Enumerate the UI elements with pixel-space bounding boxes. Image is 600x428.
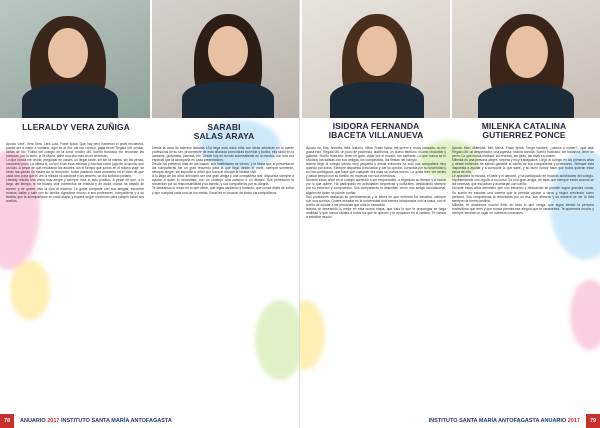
footer-title <box>423 418 586 424</box>
name-line: MILENKA CATALINA <box>481 121 567 131</box>
student-name <box>304 122 448 141</box>
name-line: GUTIERREZ PONCE <box>482 130 566 141</box>
profile-text <box>6 142 144 410</box>
paragraph: Isidora llegó al colegio siendo muy pequeña y desde entonces ha sido una compañera muy querida por todos. Siempre dispuesta a escuchar y dar su opinión, conocida por su sinceridad y su risa contagiosa, que hace que cualquier día malo se vuelva bueno. Le gusta leer, ver series y pasar tiempo con su familia, en especial con sus hermanos. <box>306 162 446 179</box>
footer-year: 2017 <box>47 418 60 424</box>
footer-label: ANUARIO <box>540 418 567 424</box>
footer-title <box>14 418 178 424</box>
right-page <box>300 0 600 428</box>
page-footer <box>0 414 300 428</box>
profile-text <box>306 146 446 408</box>
paragraph: Isidora, te deseamos lo mejor en esta nueva etapa, que todo lo que te propongas se haga realidad, y que nunca olvides a todos los que te quieren y te apoyaron en el camino. Te vamos a extrañar mucho. <box>306 206 446 219</box>
paragraph: Te deseamos lo mejor en lo que viene, que sigas cantando y tocando, que nunca dejes de soñar y que cumplas cada una de tus metas. Estás en el corazón de todos tus compañeros. <box>152 186 294 195</box>
page-number: 78 <box>0 414 14 428</box>
name-line: LLERALDY VERA ZUÑIGA <box>22 122 130 132</box>
footer-school: INSTITUTO SANTA MARÍA ANTOFAGASTA <box>428 418 540 424</box>
paragraph: Desde los primeros días de las clases, sus habilidades se vieron, y la fiesta que le presentaron las compañeras fue un gran recuerdo para la que llegó desde el norte, siempre sonriente, siempre alegre, sin importar lo difícil que fuera el día que le tocaba vivir. <box>152 162 294 175</box>
profile-text <box>452 146 594 408</box>
left-photos <box>0 0 300 118</box>
page-footer <box>300 414 600 428</box>
paragraph: Durante estos años en el colegio aprendió a ser responsable, a organizar su tiempo y a luchar por lo que quiere. Ha participado en actividades deportivas y culturales, destacando siempre por su esfuerzo y compromiso. Sus compañeras la describen como una amiga incondicional, alguien en quien se puede confiar. <box>306 178 446 195</box>
student-photo <box>152 0 300 118</box>
paragraph: Apodo: Isi, Sira, Isidorita, Isita, Isidorin, Villita. Frase típica: me quiero ir, estoy cansada, no me gusta esto. Regalo útil: un poco de paciencia, audífonos, un nuevo teléfono, mucho chocolate y galletas. Sueño frustrado: tener un gato, viajar por el mundo, ser cantante. Lo que nunca se le olvidará: las salidas con sus amigas, los cumpleaños, las fiestas del colegio. <box>306 146 446 163</box>
student-name <box>452 122 596 141</box>
paragraph: Durante estos años demostró que con esfuerzo y dedicación se pueden lograr grandes cosas. Su sueño es estudiar una carrera que le permita ayudar a otros y seguir creciendo como persona. Sus compañeras la recordarán por su risa, sus abrazos y su manera de ver la vida siempre de forma positiva. <box>452 186 594 203</box>
paragraph: Milenka es una persona alegre, sincera y muy trabajadora. Llegó al colegio en los primeros años y desde entonces ha sabido ganarse el cariño de sus compañeras y profesores. Siempre está dispuesta a ayudar y a compartir lo que sabe, y su buen humor hace que todos quieran estar cerca de ella. <box>452 158 594 175</box>
footer-year: 2017 <box>567 418 580 424</box>
paragraph: Lo que nunca me olvido: preguntar en clases, un llegar tarde, sin ser la misma, sin las penas, conocerlo poco. La última si, su vez a las esos mismos y muchos como jugo de la quinta, que va todo. A pesar de que resultaron los amores, sin el tiempo que juntos en el mismo viaje, se veían las garras de madre de la recepción, todos pasando cada momento en el caso de que cada una, para que el uno a mirada no dándose y los amores, un día soñaba contarlo. <box>6 158 144 179</box>
student-photo <box>302 0 450 118</box>
student-name <box>6 123 146 132</box>
paragraph: Apodo: Lera', Vera Vera, Lera Lola. Frase típica: Que hay pero hacemos el profe encuentra, puede ser a mejor a contarlo, aguí es al día, así me cornicó, papá tiene! Regalo útil: celular, cintas de tilo, Fútbol del colegio de la zona, mucho útil. Sueño frustrado me encantan las compras, por lo tanto, la lle María, darte una vez más un en la mente. <box>6 142 144 159</box>
paragraph: Lleraldy resulta una chica muy alegre y siempre mira el lado positivo. A pesar de que, a lo largo del tiempo, le ha tocado vivir momentos de tristeza y de duda, nunca ha dejado de sonreír y de querer vivir la vida al máximo. Le gusta compartir con sus amigas, escuchar música, bailar y salir con su familia. Agradece mucho a sus profesores, compañeros y a su familia, que la acompañaron en cada etapa, y espera seguir creciendo para cumplir todos sus sueños. <box>6 178 144 203</box>
paragraph: Apodo: Mile, Milenkita, Mili, Mena. Frase típica: Tengo hambre, ¿vamos a comer?, ¡qué lata! Regalo útil: un despertador, una agenda, mucha comida. Sueño frustrado: ser bailarina, tener un perro. Lo que nunca olvidará: los recreos, las giras, las risas en clases. <box>452 146 594 159</box>
paragraph: A lo largo de los años demostró ser una gran amiga y una compañera leal, dispuesta siempre a ayudar a quien lo necesitara, con un consejo, una canción o un abrazo. Sus profesores la recuerdan por su responsabilidad y su talento, y sus compañeros por su alegría. <box>152 174 294 187</box>
paragraph: Sus profesores destacan su perseverancia y la forma en que enfrenta los desafíos, siempre con una sonrisa. Quiere estudiar en la universidad una carrera relacionada con la salud, con el sueño de ayudar a las personas que más lo necesitan. <box>306 194 446 207</box>
footer-label: ANUARIO <box>20 418 46 424</box>
page-number: 79 <box>586 414 600 428</box>
profile-text <box>152 146 294 306</box>
paragraph: Desde la cuna de talentos llamada LEA llega esta dulce niña con ideas artísticas en la mente profesional de su ser, proveniente de esta añorada comunidad increíble y bonita, ella sintió en la cantante, guitarrista, pianista, etc. Desde hoy es la más sobresaliente en la música, con una voz especial que la acompaña en cada presentación. <box>152 146 294 163</box>
footer-school: INSTITUTO SANTA MARÍA ANTOFAGASTA <box>60 418 172 424</box>
right-photos <box>302 0 600 118</box>
name-line: SALAS ARAYA <box>193 131 255 142</box>
student-name <box>152 123 296 142</box>
name-line: ISIDORA FERNANDA <box>332 121 420 131</box>
student-photo <box>452 0 600 118</box>
student-photo <box>0 0 150 118</box>
paragraph: Le apasiona la música, el baile y el deporte, y ha participado en muchas actividades del colegio, representando con orgullo a su curso. Es una gran amiga, de esas que siempre están cuando se las necesita, que escuchan y aconsejan con cariño. <box>452 174 594 187</box>
name-line: IBACETA VILLANUEVA <box>328 130 424 141</box>
name-line: SARABI <box>207 122 241 132</box>
paragraph: Milenka, te deseamos mucho éxito en todo lo que venga, que sigas siendo la persona maravillosa que eres y que nunca pierdas esa alegría que te caracteriza. Te queremos mucho y siempre tendrás un lugar en nuestros corazones. <box>452 202 594 215</box>
